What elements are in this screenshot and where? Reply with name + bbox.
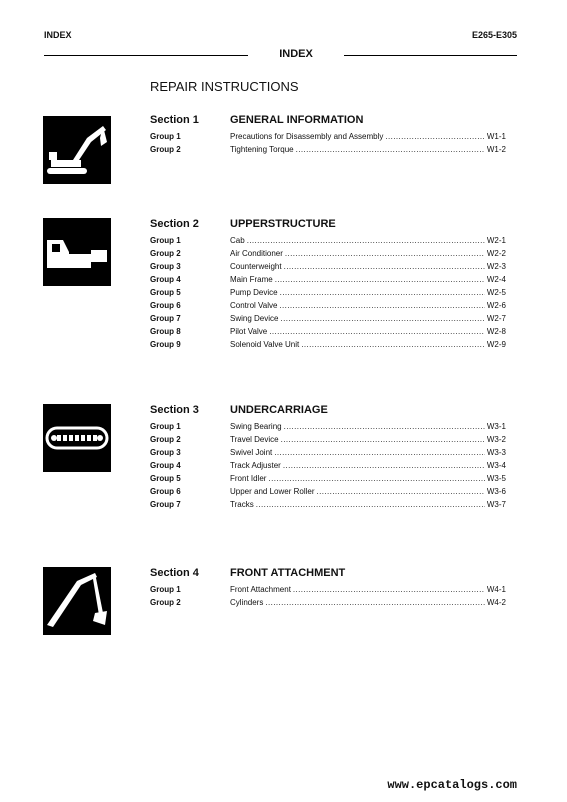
group-name: Swing Bearing: [230, 422, 282, 431]
group-label: Group 3: [150, 262, 181, 271]
group-name: Solenoid Valve Unit: [230, 340, 300, 349]
group-label: Group 2: [150, 435, 181, 444]
title-rule-right: [344, 55, 517, 56]
section-title: GENERAL INFORMATION: [230, 114, 364, 126]
page-code: W4-2: [486, 598, 506, 607]
page-code: W2-5: [486, 288, 506, 297]
dot-leader: [285, 247, 485, 260]
group-name: Pilot Valve: [230, 327, 268, 336]
page-code: W2-4: [486, 275, 506, 284]
group-name: Control Valve: [230, 301, 278, 310]
section-4: [150, 567, 506, 609]
excavator-icon: [43, 116, 111, 184]
page-code: W2-1: [486, 236, 506, 245]
group-name: Travel Device: [230, 435, 279, 444]
dot-leader: [283, 459, 485, 472]
page-subtitle: REPAIR INSTRUCTIONS: [150, 79, 299, 94]
group-label: Group 6: [150, 301, 181, 310]
dot-leader: [247, 234, 485, 247]
toc-row[interactable]: [150, 583, 506, 596]
group-label: Group 2: [150, 145, 181, 154]
dot-leader: [279, 299, 484, 312]
page-code: W3-1: [486, 422, 506, 431]
section-header: [150, 404, 506, 420]
toc-row[interactable]: [150, 446, 506, 459]
page-code: W3-2: [486, 435, 506, 444]
group-label: Group 1: [150, 132, 181, 141]
footer-url-link[interactable]: www.epcatalogs.com: [387, 778, 517, 792]
toc-row[interactable]: [150, 485, 506, 498]
group-label: Group 8: [150, 327, 181, 336]
group-label: Group 1: [150, 236, 181, 245]
group-name: Cab: [230, 236, 245, 245]
section-title: FRONT ATTACHMENT: [230, 567, 346, 579]
group-label: Group 5: [150, 288, 181, 297]
dot-leader: [280, 286, 485, 299]
title-rule-left: [44, 55, 248, 56]
page-code: W2-6: [486, 301, 506, 310]
toc-row[interactable]: [150, 325, 506, 338]
dot-leader: [293, 583, 485, 596]
group-name: Tightening Torque: [230, 145, 294, 154]
toc-row[interactable]: [150, 143, 506, 156]
section-header: [150, 567, 506, 583]
toc-row[interactable]: [150, 299, 506, 312]
dot-leader: [284, 260, 485, 273]
dot-leader: [269, 325, 485, 338]
page-code: W2-2: [486, 249, 506, 258]
page-code: W4-1: [486, 585, 506, 594]
group-name: Swivel Joint: [230, 448, 273, 457]
group-label: Group 4: [150, 275, 181, 284]
toc-row[interactable]: [150, 459, 506, 472]
page-code: W2-8: [486, 327, 506, 336]
group-name: Cylinders: [230, 598, 264, 607]
section-number: Section 3: [150, 404, 199, 416]
group-name: Main Frame: [230, 275, 273, 284]
dot-leader: [275, 273, 485, 286]
page-code: W3-6: [486, 487, 506, 496]
group-name: Front Idler: [230, 474, 267, 483]
group-label: Group 3: [150, 448, 181, 457]
section-header: [150, 114, 506, 130]
group-name: Pump Device: [230, 288, 278, 297]
upperstructure-icon: [43, 218, 111, 286]
dot-leader: [274, 446, 485, 459]
page-code: W2-7: [486, 314, 506, 323]
dot-leader: [280, 312, 484, 325]
group-label: Group 4: [150, 461, 181, 470]
dot-leader: [281, 433, 485, 446]
page-code: W3-3: [486, 448, 506, 457]
dot-leader: [296, 143, 485, 156]
header-right: E265-E305: [471, 30, 517, 40]
dot-leader: [268, 472, 484, 485]
page-code: W3-5: [486, 474, 506, 483]
toc-row[interactable]: [150, 312, 506, 325]
toc-row[interactable]: [150, 247, 506, 260]
section-number: Section 2: [150, 218, 199, 230]
group-label: Group 2: [150, 598, 181, 607]
group-label: Group 5: [150, 474, 181, 483]
toc-row[interactable]: [150, 273, 506, 286]
group-label: Group 7: [150, 314, 181, 323]
section-3: [150, 404, 506, 511]
group-name: Counterweight: [230, 262, 282, 271]
group-name: Swing Device: [230, 314, 279, 323]
group-label: Group 2: [150, 249, 181, 258]
page-code: W1-1: [486, 132, 506, 141]
group-name: Tracks: [230, 500, 254, 509]
toc-row[interactable]: [150, 596, 506, 609]
page-code: W2-9: [486, 340, 506, 349]
page-code: W3-7: [486, 500, 506, 509]
toc-row[interactable]: [150, 433, 506, 446]
dot-leader: [256, 498, 485, 511]
section-title: UPPERSTRUCTURE: [230, 218, 336, 230]
page-code: W2-3: [486, 262, 506, 271]
dot-leader: [385, 130, 484, 143]
page-code: W3-4: [486, 461, 506, 470]
group-name: Air Conditioner: [230, 249, 283, 258]
toc-row[interactable]: [150, 286, 506, 299]
page-code: W1-2: [486, 145, 506, 154]
section-number: Section 4: [150, 567, 199, 579]
group-name: Precautions for Disassembly and Assembly: [230, 132, 384, 141]
group-label: Group 9: [150, 340, 181, 349]
section-title: UNDERCARRIAGE: [230, 404, 328, 416]
section-2: [150, 218, 506, 351]
toc-row[interactable]: [150, 130, 506, 143]
section-1: [150, 114, 506, 156]
group-name: Upper and Lower Roller: [230, 487, 315, 496]
page-title: INDEX: [279, 48, 313, 60]
group-name: Front Attachment: [230, 585, 291, 594]
group-label: Group 7: [150, 500, 181, 509]
group-label: Group 1: [150, 585, 181, 594]
toc-row[interactable]: [150, 338, 506, 351]
group-name: Track Adjuster: [230, 461, 281, 470]
front-attachment-icon: [43, 567, 111, 635]
dot-leader: [284, 420, 485, 433]
header-left: INDEX: [44, 30, 72, 40]
index-title-bar: [44, 48, 517, 62]
toc-row[interactable]: [150, 472, 506, 485]
dot-leader: [301, 338, 485, 351]
dot-leader: [317, 485, 485, 498]
toc-row[interactable]: [150, 234, 506, 247]
toc-row[interactable]: [150, 260, 506, 273]
dot-leader: [265, 596, 485, 609]
group-label: Group 1: [150, 422, 181, 431]
toc-row[interactable]: [150, 498, 506, 511]
crawler-track-icon: [43, 404, 111, 472]
section-number: Section 1: [150, 114, 199, 126]
group-label: Group 6: [150, 487, 181, 496]
section-header: [150, 218, 506, 234]
toc-row[interactable]: [150, 420, 506, 433]
